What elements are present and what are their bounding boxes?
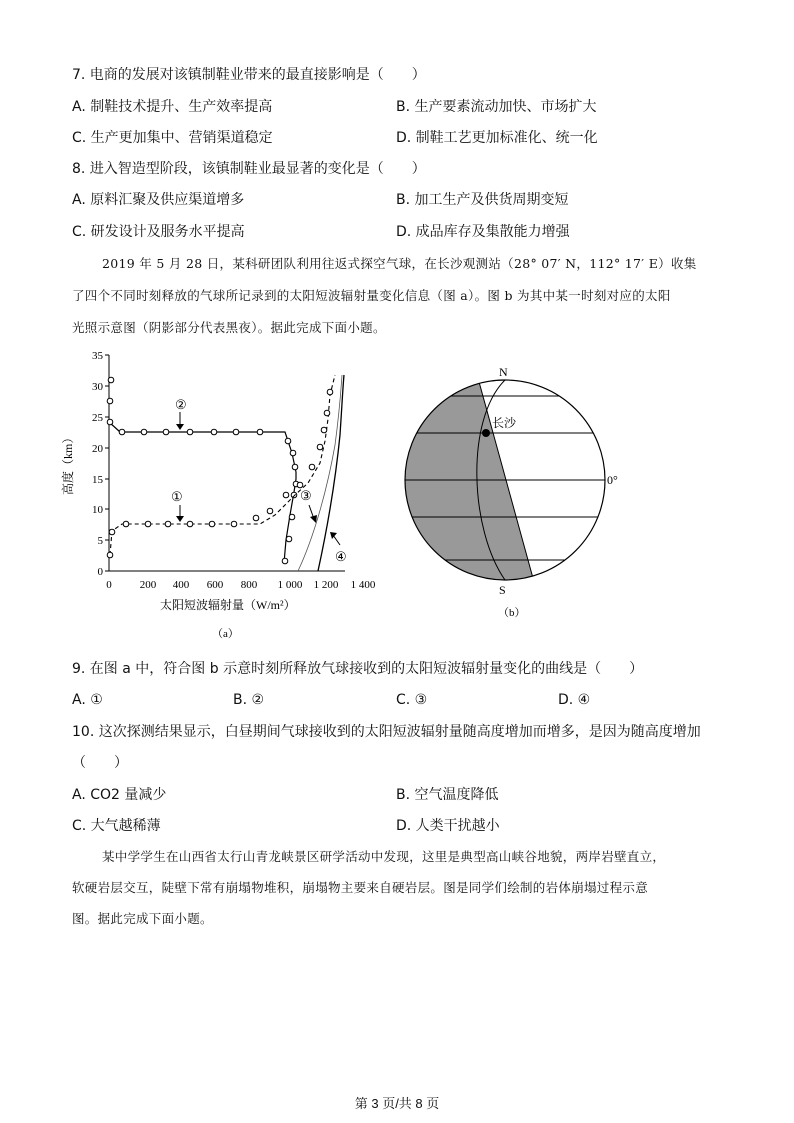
y-tick: 5 <box>97 535 103 547</box>
curve-label-2: ② <box>175 397 187 412</box>
passage1-line1: 2019 年 5 月 28 日，某科研团队利用往返式探空气球，在长沙观测站（28° 07′ N，112° 17′ E）收集 <box>102 256 697 271</box>
q10-stem-answer-blank: （ ） <box>72 755 128 771</box>
y-tick: 25 <box>92 412 103 424</box>
page-number: 第 3 页/共 8 页 <box>354 1096 440 1111</box>
figure-a-chart <box>60 345 390 650</box>
passage2-line1: 某中学学生在山西省太行山青龙峡景区研学活动中发现，这里是典型高山峡谷地貌，两岸岩壁直立， <box>102 849 666 864</box>
x-tick: 0 <box>106 579 112 591</box>
curve-label-3: ③ <box>300 488 312 503</box>
q10-stem: 10. 这次探测结果显示，白昼期间气球接收到的太阳短波辐射量随高度增加而增多，是因为随高度增加 <box>72 724 701 740</box>
q9-stem: 9. 在图 a 中，符合图 b 示意时刻所释放气球接收到的太阳短波辐射量变化的曲线是（ ） <box>72 661 644 677</box>
passage1-line3: 光照示意图（阴影部分代表黑夜）。据此完成下面小题。 <box>72 320 386 335</box>
passage2-line2: 软硬岩层交互，陡壁下常有崩塌物堆积，崩塌物主要来自硬岩层。图是同学们绘制的岩体崩塌过程示意 <box>72 880 649 895</box>
y-tick: 10 <box>92 504 103 516</box>
q7-option-d[interactable]: D. 制鞋工艺更加标准化、统一化 <box>396 130 598 146</box>
x-tick: 800 <box>240 579 258 591</box>
curve-label-4: ④ <box>335 549 347 564</box>
curve-label-1: ① <box>171 489 183 504</box>
q8-option-c[interactable]: C. 研发设计及服务水平提高 <box>72 224 245 240</box>
q8-stem: 8. 进入智造型阶段，该镇制鞋业最显著的变化是（ ） <box>72 161 426 177</box>
q8-option-a[interactable]: A. 原料汇聚及供应渠道增多 <box>72 192 245 208</box>
equator-label: 0° <box>607 473 618 487</box>
x-axis-label: 太阳短波辐射量（W/m²） <box>160 598 296 612</box>
figure-b-globe <box>395 360 635 625</box>
q10-option-b[interactable]: B. 空气温度降低 <box>396 787 499 803</box>
y-axis-label: 高度（km） <box>61 431 75 495</box>
q7-option-c[interactable]: C. 生产更加集中、营销渠道稳定 <box>72 130 273 146</box>
q9-option-b[interactable]: B. ② <box>233 692 265 708</box>
y-tick: 30 <box>92 381 103 393</box>
q8-option-b[interactable]: B. 加工生产及供货周期变短 <box>396 192 569 208</box>
y-tick: 15 <box>92 474 103 486</box>
q9-option-d[interactable]: D. ④ <box>558 692 591 708</box>
figure-b-caption: （b） <box>498 607 526 619</box>
x-tick: 1 400 <box>350 579 376 591</box>
city-label: 长沙 <box>492 416 517 430</box>
y-tick: 0 <box>97 566 103 578</box>
q7-option-a[interactable]: A. 制鞋技术提升、生产效率提高 <box>72 99 273 115</box>
figure-a-caption: （a） <box>212 628 239 640</box>
q9-option-a[interactable]: A. ① <box>72 692 103 708</box>
q7-option-b[interactable]: B. 生产要素流动加快、市场扩大 <box>396 99 597 115</box>
q10-option-d[interactable]: D. 人类干扰越小 <box>396 818 500 834</box>
q8-option-d[interactable]: D. 成品库存及集散能力增强 <box>396 224 570 240</box>
x-tick: 200 <box>139 579 157 591</box>
x-tick: 600 <box>206 579 224 591</box>
y-tick: 35 <box>92 350 103 362</box>
y-tick: 20 <box>92 443 103 455</box>
south-label: S <box>499 583 506 597</box>
passage1-line2: 了四个不同时刻释放的气球所记录到的太阳短波辐射量变化信息（图 a）。图 b 为其中某一时刻对应的太阳 <box>72 288 671 303</box>
x-tick: 1 200 <box>313 579 339 591</box>
north-label: N <box>499 365 508 379</box>
q7-stem: 7. 电商的发展对该镇制鞋业带来的最直接影响是（ ） <box>72 67 426 83</box>
q9-option-c[interactable]: C. ③ <box>396 692 428 708</box>
passage2-line3: 图。据此完成下面小题。 <box>72 911 213 926</box>
x-tick: 1 000 <box>277 579 303 591</box>
q10-option-a[interactable]: A. CO2 量减少 <box>72 787 167 803</box>
x-tick: 400 <box>172 579 190 591</box>
q10-option-c[interactable]: C. 大气越稀薄 <box>72 818 161 834</box>
